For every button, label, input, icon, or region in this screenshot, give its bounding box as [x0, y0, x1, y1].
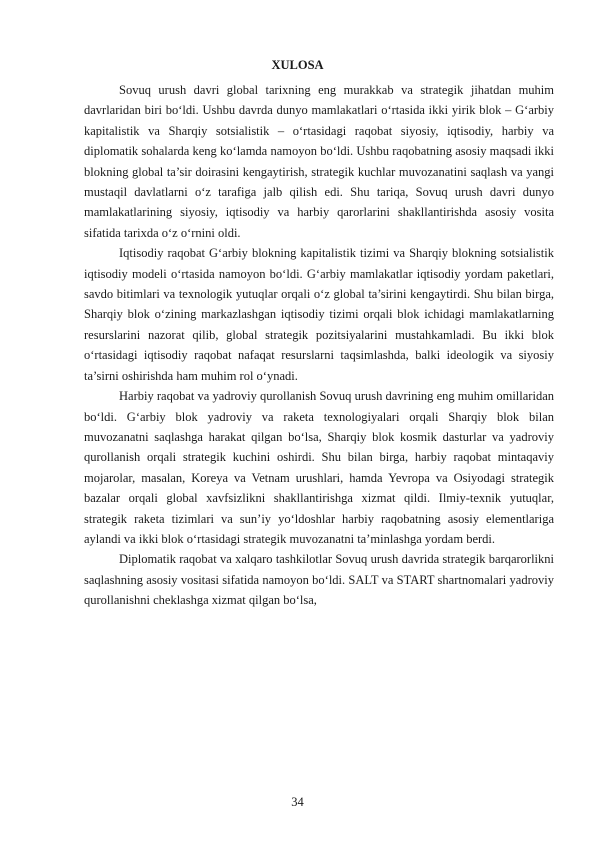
page-title: XULOSA	[271, 58, 324, 72]
page-number: 34	[291, 795, 304, 809]
paragraph-3: Harbiy raqobat va yadroviy qurollanish Sovuq urush davrining eng muhim omillaridan bo‘ldi. G‘arbiy blok yadroviy va raketa texnologiyalari orqali Sharqiy blok bilan muvozanatni saqlashga harakat qilgan bo‘lsa, Sharqiy blok kosmik dasturlar va yadroviy qurollanish orqali strategik kuchini oshirdi. Shu bilan birga, harbiy raqobat mintaqaviy mojarolar, masalan, Koreya va Vetnam urushlari, hamda Yevropa va Osiyodagi strategik bazalar orqali global xavfsizlikni shakllantirishga xizmat qildi. Ilmiy-texnik yutuqlar, strategik raketa tizimlari va sun’iy yo‘ldoshlar harbiy raqobatning asosiy elementlariga aylandi va ikki blok o‘rtasidagi strategik muvozanatni ta’minlashga yordam berdi.	[84, 389, 554, 546]
paragraph-1: Sovuq urush davri global tarixning eng murakkab va strategik jihatdan muhim davrlaridan biri bo‘ldi. Ushbu davrda dunyo mamlakatlari o‘rtasida ikki yirik blok – G‘arbiy kapitalistik va Sharqiy sotsialistik – o‘rtasidagi raqobat siyosiy, iqtisodiy, harbiy va diplomatik sohalarda keng ko‘lamda namoyon bo‘ldi. Ushbu raqobatning asosiy maqsadi ikki blokning global ta’sir doirasini kengaytirish, strategik kuchlar muvozanatini saqlash va yangi mustaqil davlatlarni o‘z tarafiga jalb qilish edi. Shu tariqa, Sovuq urush davri dunyo mamlakatlarining siyosiy, iqtisodiy va harbiy qarorlarini shakllantirishda asosiy vosita sifatida tarixda o‘z o‘rnini oldi.	[84, 83, 554, 240]
paragraph-2: Iqtisodiy raqobat G‘arbiy blokning kapitalistik tizimi va Sharqiy blokning sotsialistik iqtisodiy modeli o‘rtasida namoyon bo‘ldi. G‘arbiy mamlakatlar iqtisodiy yordam paketlari, savdo bitimlari va texnologik yutuqlar orqali o‘z global ta’sirini kengaytirdi. Shu bilan birga, Sharqiy blok o‘zining markazlashgan iqtisodiy tizimi orqali blok ichidagi mamlakatlarning resurslarini nazorat qilib, global strategik pozitsiyalarini mustahkamladi. Bu ikki blok o‘rtasidagi iqtisodiy raqobat nafaqat resurslarni taqsimlashda, balki ideologik va siyosiy ta’sirni oshirishda ham muhim rol o‘ynadi.	[84, 246, 554, 383]
paragraph-4: Diplomatik raqobat va xalqaro tashkilotlar Sovuq urush davrida strategik barqarorlikni saqlashning asosiy vositasi sifatida namoyon bo‘ldi. SALT va START shartnomalari yadroviy qurollanishni cheklashga xizmat qilgan bo‘lsa,	[84, 552, 554, 608]
body-text	[84, 80, 554, 611]
